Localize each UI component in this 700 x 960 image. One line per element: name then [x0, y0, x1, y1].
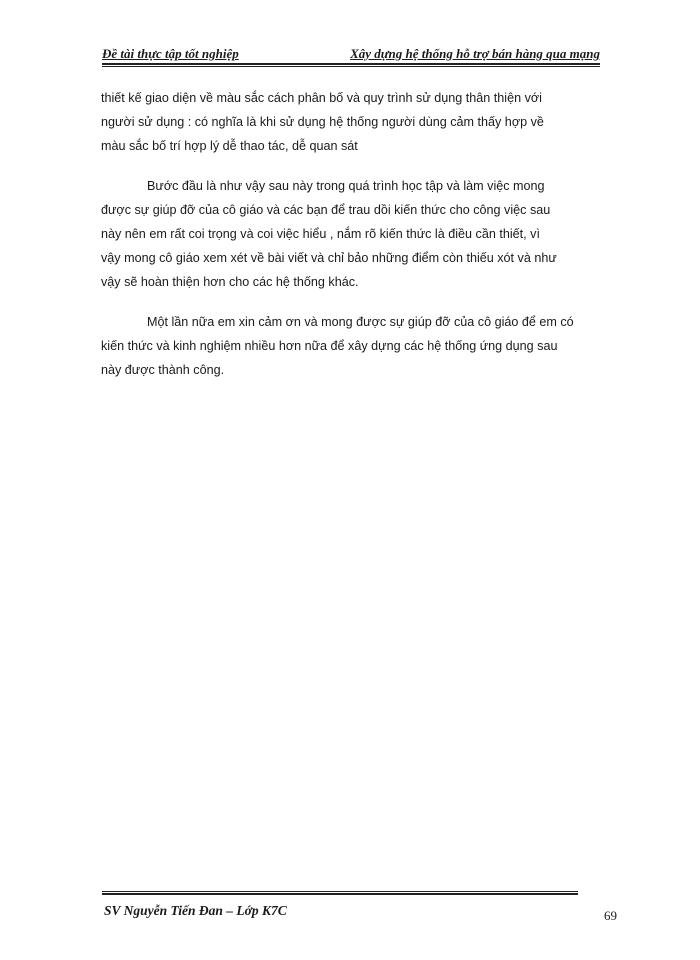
text-line: vậy sẽ hoàn thiện hơn cho các hệ thống khác.	[101, 274, 359, 289]
text-line: thiết kế giao diện về màu sắc cách phân bố và quy trình sử dụng thân thiện với	[101, 91, 542, 105]
header-document-title: Đề tài thực tập tốt nghiệp	[102, 46, 239, 61]
paragraph-future-work	[101, 175, 601, 294]
footer-author: SV Nguyễn Tiến Đan – Lớp K7C	[104, 903, 287, 918]
text-line: vậy mong cô giáo xem xét về bài viết và chỉ bảo những điểm còn thiếu xót và như	[101, 250, 557, 265]
text-line: người sử dụng : có nghĩa là khi sử dụng hệ thống người dùng cảm thấy hợp về	[101, 114, 544, 129]
page-header	[102, 40, 600, 66]
text-line: kiến thức và kinh nghiệm nhiều hơn nữa để xây dựng các hệ thống ứng dụng sau	[101, 339, 558, 354]
paragraph-thanks	[101, 311, 601, 382]
page-number: 69	[604, 908, 617, 923]
page-body	[101, 87, 601, 400]
footer-divider	[102, 891, 578, 895]
text-line: được sự giúp đỡ của cô giáo và các bạn để trau dồi kiến thức cho công việc sau	[101, 203, 551, 218]
header-divider	[102, 63, 600, 67]
paragraph-design-summary	[101, 87, 601, 158]
text-line: này được thành công.	[101, 362, 225, 377]
header-project-title: Xây dựng hệ thống hỗ trợ bán hàng qua mạng	[350, 46, 600, 61]
text-line: này nên em rất coi trọng và coi việc hiểu , nắm rõ kiến thức là điều cần thiết, vì	[101, 226, 540, 241]
text-line: màu sắc bố trí hợp lý dễ thao tác, dễ quan sát	[101, 138, 358, 153]
text-line: Bước đầu là như vậy sau này trong quá trình học tập và làm việc mong	[147, 179, 545, 194]
text-line: Một lần nữa em xin cảm ơn và mong được sự giúp đỡ của cô giáo để em có	[147, 315, 574, 330]
